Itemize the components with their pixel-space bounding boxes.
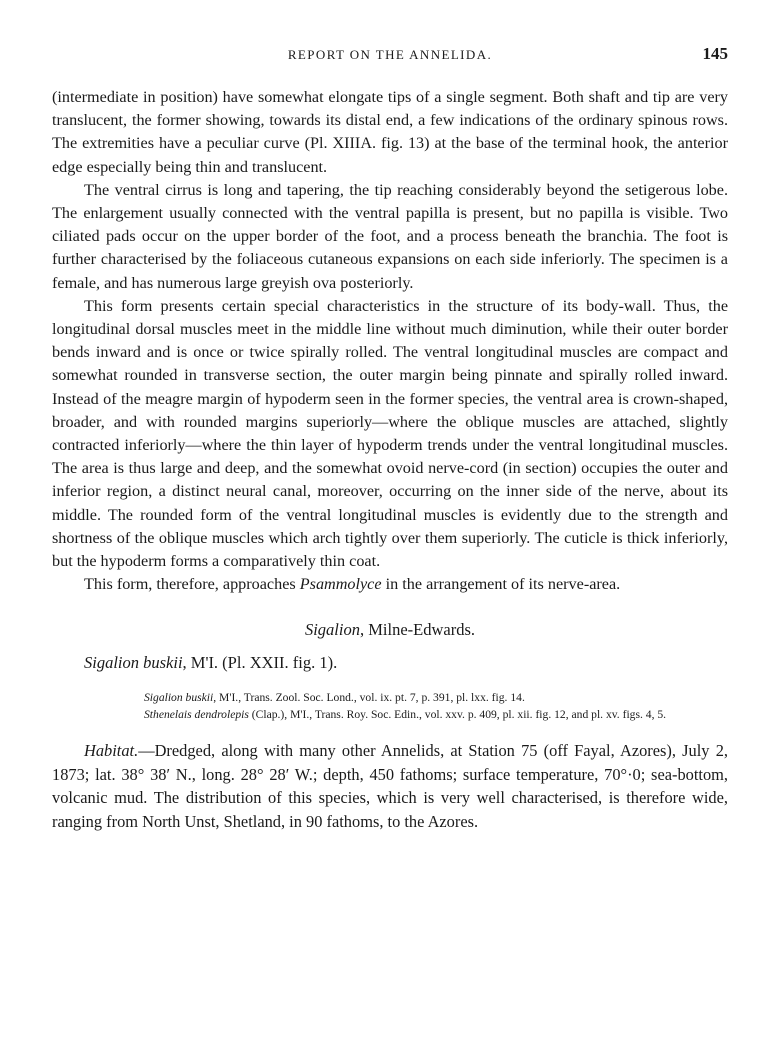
genus-heading-authority: , Milne-Edwards.	[359, 620, 476, 640]
approach-text-before: This form, therefore, approaches	[84, 575, 300, 594]
synonym-citation: , M'I., Trans. Zool. Soc. Lond., vol. ix. pt. 7, p. 391, pl. lxx. fig. 14.	[213, 691, 525, 705]
species-heading-name: Sigalion buskii	[84, 653, 183, 673]
genus-name-psammolyce: Psammolyce	[299, 575, 382, 594]
paragraph-4	[52, 573, 728, 596]
synonym-entry	[144, 689, 728, 706]
habitat-label: Habitat.	[84, 741, 139, 761]
running-head	[52, 44, 728, 66]
genus-heading-name: Sigalion	[304, 620, 360, 640]
synonym-name: Sigalion buskii	[144, 691, 214, 705]
synonymy-list	[144, 689, 728, 723]
paragraph-2: The ventral cirrus is long and tapering, the tip reaching considerably beyond the setigerous lobe. The enlargement usually connected with the ventral papilla is present, but no papilla is visible. Two ciliated pads occur on the upper border of the foot, and a process beneath the branchia. The foot is further characterised by the foliaceous cutaneous expansions on each side inferiorly. The specimen is a female, and has numerous large greyish ova posteriorly.	[52, 180, 728, 292]
running-title: REPORT ON THE ANNELIDA.	[287, 47, 493, 62]
genus-heading	[52, 618, 728, 642]
paragraph-1: (intermediate in position) have somewhat elongate tips of a single segment. Both shaft and tip are very translucent, the former showing, towards its distal end, a few indications of the ordinary spinous rows. The extremities have a peculiar curve (Pl. XIIIA. fig. 13) at the base of the terminal hook, the anterior edge especially being thin and translucent.	[52, 88, 728, 176]
paragraph-3: This form presents certain special characteristics in the structure of its body-wall. Thus, the longitudinal dorsal muscles meet in the middle line without much diminution, while their outer border bends inward and is once or twice spirally rolled. The ventral longitudinal muscles are compact and somewhat rounded in transverse section, the outer margin being pinnate and spirally rolled inward. Instead of the meagre margin of hypoderm seen in the former species, the ventral area is crown-shaped, broader, and with rounded margins superiorly—where the oblique muscles are attached, slightly contracted inferiorly—where the thin layer of hypoderm trends under the ventral longitudinal muscles. The area is thus large and deep, and the somewhat ovoid nerve-cord (in section) occupies the outer and inferior region, a distinct neural canal, moreover, occurring on the inner side of the nerve, about its middle. The rounded form of the ventral longitudinal muscles is evidently due to the strength and shortness of the oblique muscles which arch tightly over them superiorly. The cuticle is thick inferiorly, but the hypoderm forms a comparatively thin coat.	[52, 296, 728, 571]
synonym-name: Sthenelais dendrolepis	[144, 708, 249, 722]
synonym-entry	[144, 706, 728, 723]
habitat-text: —Dredged, along with many other Annelids, at Station 75 (off Fayal, Azores), July 2, 1873; lat. 38° 38′ N., long. 28° 28′ W.; depth, 450 fathoms; surface temperature, 70°·0; sea-bottom, volcanic mud. The distribution of this species, which is very well characterised, is therefore wide, ranging from North Unst, Shetland, in 90 fathoms, to the Azores.	[52, 741, 728, 831]
page-number: 145	[702, 44, 728, 63]
species-heading	[84, 651, 728, 675]
approach-text-after: in the arrangement of its nerve-area.	[381, 575, 621, 594]
page-body	[52, 86, 728, 849]
habitat-paragraph	[52, 739, 728, 833]
synonym-citation: (Clap.), M'I., Trans. Roy. Soc. Edin., vol. xxv. p. 409, pl. xii. fig. 12, and pl. xv. figs. 4, 5.	[248, 708, 667, 722]
species-heading-authority: , M'I. (Pl. XXII. fig. 1).	[182, 653, 338, 673]
